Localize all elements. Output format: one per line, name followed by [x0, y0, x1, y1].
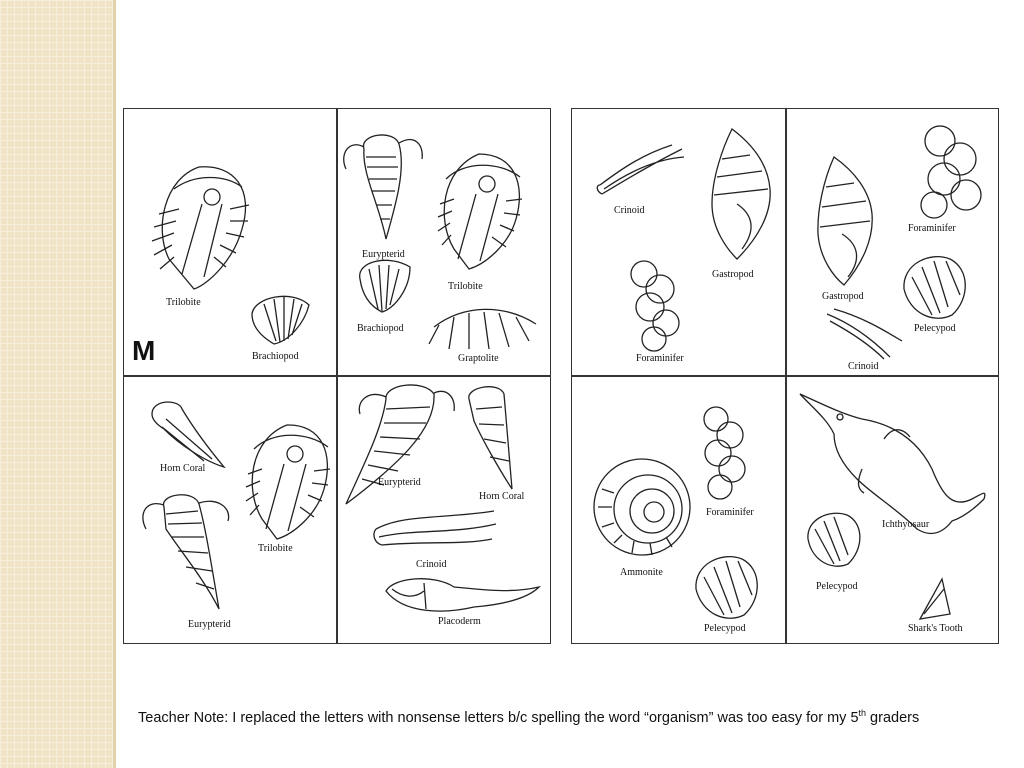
label-pelecypod: Pelecypod: [914, 323, 956, 334]
teacher-note: [138, 704, 998, 728]
label-horn-coral: Horn Coral: [479, 491, 525, 502]
foraminifer-drawing: [921, 126, 981, 218]
trilobite-drawing: [152, 167, 249, 289]
label-eurypterid: Eurypterid: [378, 477, 421, 488]
label-crinoid: Crinoid: [848, 361, 879, 372]
label-brachiopod: Brachiopod: [252, 351, 299, 362]
trilobite-drawing: [438, 154, 522, 269]
label-sharks-tooth: Shark's Tooth: [908, 623, 963, 634]
crinoid-drawing: [597, 145, 684, 194]
label-foraminifer: Foraminifer: [706, 507, 754, 518]
label-eurypterid: Eurypterid: [188, 619, 231, 630]
label-horn-coral: Horn Coral: [160, 463, 206, 474]
fossil-card-sheet-left: [123, 108, 551, 644]
sharks-tooth-drawing: [920, 579, 950, 619]
brachiopod-drawing: [252, 296, 309, 344]
horn-coral-drawing: [152, 402, 224, 467]
pelecypod-drawing: [808, 513, 860, 566]
label-pelecypod: Pelecypod: [816, 581, 858, 592]
graptolite-drawing: [429, 309, 536, 349]
crinoid-drawing: [374, 511, 496, 545]
crinoid-drawing: [827, 309, 902, 359]
foraminifer-drawing: [704, 407, 745, 499]
fossil-drawings-left: [124, 109, 550, 643]
label-gastropod: Gastropod: [712, 269, 754, 280]
brachiopod-drawing: [360, 260, 410, 312]
label-graptolite: Graptolite: [458, 353, 499, 364]
trilobite-drawing: [246, 425, 330, 539]
label-crinoid: Crinoid: [614, 205, 645, 216]
gastropod-drawing: [818, 157, 872, 285]
side-strip-edge: [113, 0, 116, 768]
label-gastropod: Gastropod: [822, 291, 864, 302]
fossil-drawings-right: [572, 109, 998, 643]
gastropod-drawing: [712, 129, 770, 259]
label-trilobite: Trilobite: [166, 297, 201, 308]
label-brachiopod: Brachiopod: [357, 323, 404, 334]
label-eurypterid: Eurypterid: [362, 249, 405, 260]
horn-coral-drawing: [469, 387, 512, 489]
label-trilobite: Trilobite: [448, 281, 483, 292]
label-crinoid: Crinoid: [416, 559, 447, 570]
label-trilobite: Trilobite: [258, 543, 293, 554]
pelecypod-drawing: [696, 557, 757, 619]
eurypterid-drawing: [143, 495, 229, 609]
teacher-note-text-end: graders: [866, 709, 920, 726]
eurypterid-drawing: [344, 135, 423, 239]
label-ichthyosaur: Ichthyosaur: [882, 519, 930, 530]
ammonite-drawing: [594, 459, 690, 555]
teacher-note-superscript: th: [858, 708, 867, 718]
teacher-note-text: Teacher Note: I replaced the letters with nonsense letters b/c spelling the word “organism” was too easy for my 5: [138, 709, 859, 726]
label-foraminifer: Foraminifer: [908, 223, 956, 234]
pelecypod-drawing: [904, 257, 965, 319]
letter-mark: M: [132, 335, 156, 366]
fossil-card-sheet-right: [571, 108, 999, 644]
label-placoderm: Placoderm: [438, 616, 481, 627]
label-pelecypod: Pelecypod: [704, 623, 746, 634]
placoderm-drawing: [386, 579, 539, 611]
ichthyosaur-drawing: [800, 394, 985, 533]
foraminifer-drawing: [631, 261, 679, 351]
label-ammonite: Ammonite: [620, 567, 663, 578]
label-foraminifer: Foraminifer: [636, 353, 684, 364]
decorative-side-strip: [0, 0, 113, 768]
